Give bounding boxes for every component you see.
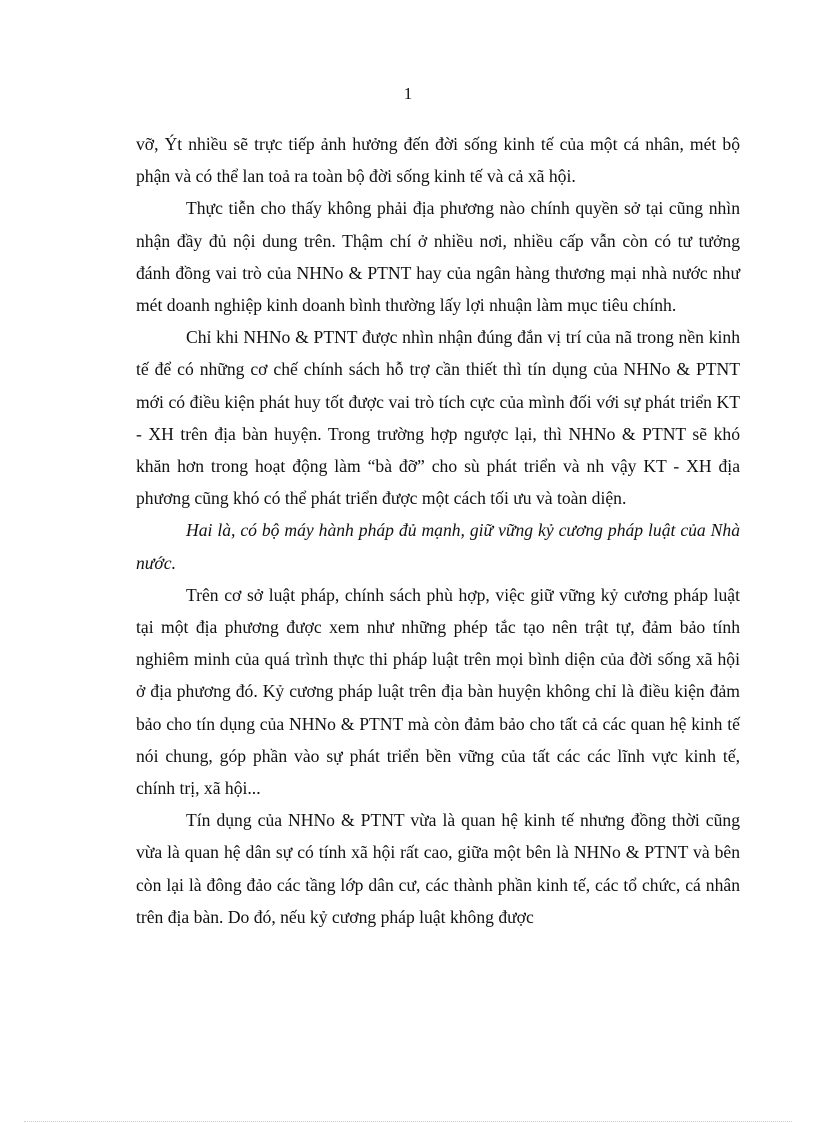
page-number: 1	[403, 84, 413, 103]
paragraph: Trên cơ sở luật pháp, chính sách phù hợp, việc giữ vững kỷ cương pháp luật tại một địa phương được xem như những phép tắc tạo nên trật tự, đảm bảo tính nghiêm minh của quá trình thực thi pháp luật trên mọi bình diện của đời sống xã hội ở địa phương đó. Kỷ cương pháp luật trên địa bàn huyện không chỉ là điều kiện đảm bảo cho tín dụng của NHNo & PTNT mà còn đảm bảo cho tất cả các quan hệ kinh tế nói chung, góp phần vào sự phát triển bền vững của tất các các lĩnh vực kinh tế, chính trị, xã hội...	[136, 584, 740, 799]
paragraph: Chỉ khi NHNo & PTNT được nhìn nhận đúng đắn vị trí của nã trong nền kinh tế để có những cơ chế chính sách hỗ trợ cần thiết thì tín dụng của NHNo & PTNT mới có điều kiện phát huy tốt được vai trò tích cực của mình đối với sự phát triển KT - XH trên địa bàn huyện. Trong trường hợp ngược lại, thì NHNo & PTNT sẽ khó khăn hơn trong hoạt động làm “bà đỡ” cho sù phát triển và nh vậy KT - XH địa phương cũng khó có thể phát triển được một cách tối ưu và toàn diện.	[136, 327, 740, 509]
italic-heading-paragraph: Hai là, có bộ máy hành pháp đủ mạnh, giữ vững kỷ cương pháp luật của Nhà nước.	[136, 520, 740, 573]
paragraph-continuation: vỡ, Ýt nhiều sẽ trực tiếp ảnh hưởng đến đời sống kinh tế của một cá nhân, mét bộ phận và có thể lan toả ra toàn bộ đời sống kinh tế và cả xã hội.	[136, 134, 740, 187]
paragraph: Thực tiễn cho thấy không phải địa phương nào chính quyền sở tại cũng nhìn nhận đầy đủ nội dung trên. Thậm chí ở nhiều nơi, nhiều cấp vẫn còn có tư tưởng đánh đồng vai trò của NHNo & PTNT hay của ngân hàng thương mại nhà nước như mét doanh nghiệp kinh doanh bình thường lấy lợi nhuận làm mục tiêu chính.	[136, 198, 740, 316]
page-bottom-divider	[24, 1121, 792, 1122]
document-body	[136, 128, 740, 933]
paragraph: Tín dụng của NHNo & PTNT vừa là quan hệ kinh tế nhưng đồng thời cũng vừa là quan hệ dân sự có tính xã hội rất cao, giữa một bên là NHNo & PTNT và bên còn lại là đông đảo các tầng lớp dân cư, các thành phần kinh tế, các tổ chức, cá nhân trên địa bàn. Do đó, nếu kỷ cương pháp luật không được	[136, 810, 740, 927]
